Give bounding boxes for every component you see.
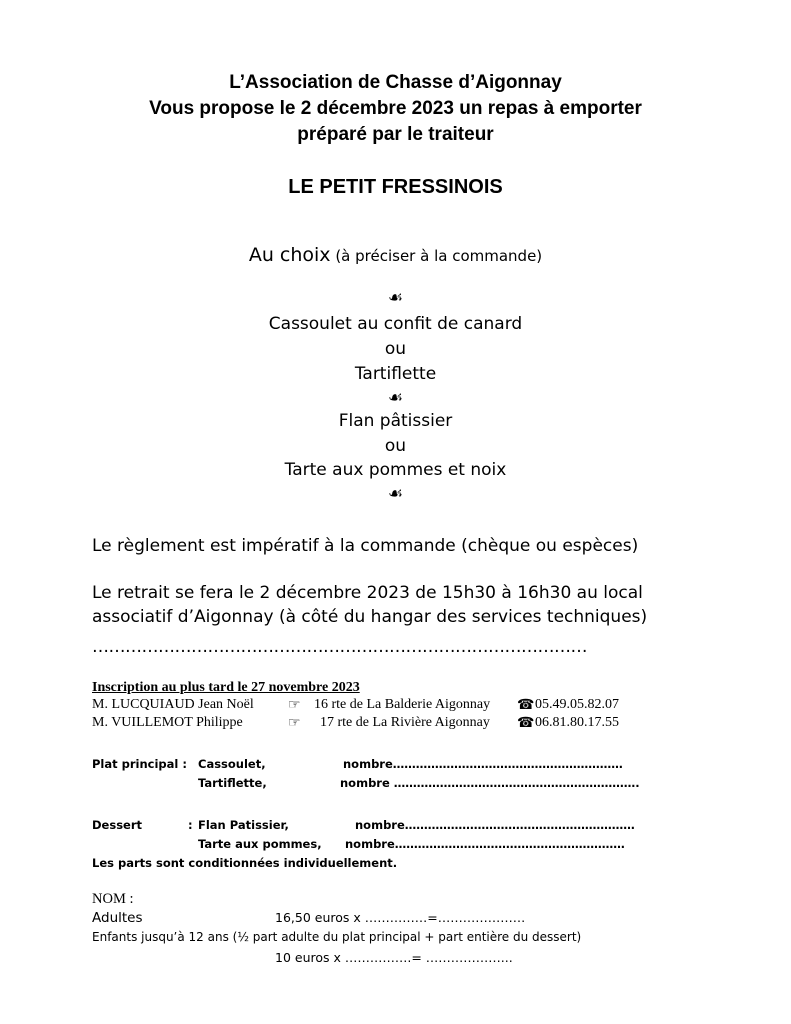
contact-1-name: M. LUCQUIAUD Jean Noël — [92, 697, 254, 712]
name-field[interactable]: NOM : — [92, 891, 134, 907]
or-1: ou — [384, 339, 407, 359]
hand-pointer-icon: ☞ — [288, 698, 301, 713]
dessert-label: Dessert — [92, 818, 143, 832]
main-course-label: Plat principal : — [92, 757, 187, 771]
dessert-item-2-count-field[interactable]: nombre…………………………………………………… — [345, 837, 625, 851]
dessert-item-1-count-field[interactable]: nombre…………………………………………………… — [355, 818, 635, 832]
contact-1-phone: 05.49.05.82.07 — [535, 697, 619, 712]
dessert-item-1: Flan Patissier, — [198, 818, 289, 832]
main-course-item-2-count-field[interactable]: nombre ………………………………………………………. — [340, 776, 640, 790]
choice-main: Au choix — [248, 244, 331, 266]
children-price-field[interactable]: 10 euros x …………….= ………………... — [275, 950, 513, 965]
phone-icon: ☎ — [517, 698, 535, 713]
pickup-line-2: associatif d’Aigonnay (à côté du hangar des services techniques) — [92, 607, 648, 627]
main-course-item-2: Tartiflette, — [198, 776, 267, 790]
choice-heading — [0, 244, 791, 266]
caterer-name: LE PETIT FRESSINOIS — [288, 176, 503, 198]
main-dish-1: Cassoulet au confit de canard — [268, 314, 523, 334]
fleuron-icon: ☙ — [387, 388, 404, 408]
fleuron-icon: ☙ — [387, 484, 404, 504]
event-announcement: Vous propose le 2 décembre 2023 un repas à emporter — [149, 98, 642, 119]
dessert-2: Tarte aux pommes et noix — [284, 460, 507, 480]
payment-note: Le règlement est impératif à la commande (chèque ou espèces) — [92, 536, 639, 556]
adults-label: Adultes — [92, 910, 143, 926]
main-course-item-1-count-field[interactable]: nombre…………………………………………………… — [343, 757, 623, 771]
choice-note: (à préciser à la commande) — [330, 247, 543, 265]
registration-deadline: Inscription au plus tard le 27 novembre 2023 — [92, 680, 360, 695]
contact-1-address: 16 rte de La Balderie Aigonnay — [314, 697, 491, 712]
cut-separator: ……………………………………………………………………………… — [92, 637, 587, 657]
adults-price-field[interactable]: 16,50 euros x ……………=………………… — [275, 910, 526, 925]
hand-pointer-icon: ☞ — [288, 716, 301, 731]
phone-icon: ☎ — [517, 716, 535, 731]
caterer-intro: préparé par le traiteur — [297, 124, 494, 145]
contact-2-phone: 06.81.80.17.55 — [535, 715, 619, 730]
contact-2-name: M. VUILLEMOT Philippe — [92, 715, 243, 730]
main-dish-2: Tartiflette — [354, 364, 437, 384]
dessert-1: Flan pâtissier — [338, 411, 453, 431]
portions-note: Les parts sont conditionnées individuellement. — [92, 856, 398, 870]
dessert-colon: : — [188, 818, 193, 832]
pickup-line-1: Le retrait se fera le 2 décembre 2023 de 15h30 à 16h30 au local — [92, 583, 643, 603]
association-title: L’Association de Chasse d’Aigonnay — [229, 72, 562, 93]
children-label: Enfants jusqu’à 12 ans (½ part adulte du plat principal + part entière du dessert) — [92, 930, 582, 944]
or-2: ou — [384, 436, 407, 456]
main-course-item-1: Cassoulet, — [198, 757, 266, 771]
contact-2-address: 17 rte de La Rivière Aigonnay — [320, 715, 490, 730]
dessert-item-2: Tarte aux pommes, — [198, 837, 322, 851]
fleuron-icon: ☙ — [387, 288, 404, 308]
